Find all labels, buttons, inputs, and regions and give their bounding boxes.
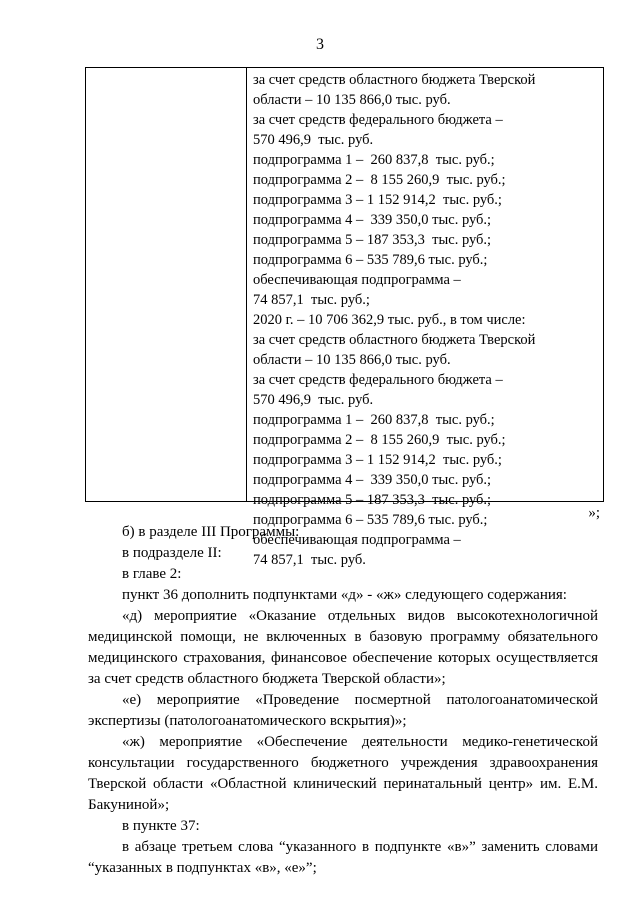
paragraph-replace-words: в абзаце третьем слова “указанного в подпункте «в»” заменить словами “указанных в подпунктах «в», «е»”;	[88, 839, 598, 876]
amendment-text	[88, 522, 598, 879]
paragraph-item-37: в пункте 37:	[122, 818, 200, 834]
table-line: за счет средств областного бюджета Тверской	[253, 332, 536, 348]
table-line: за счет средств федерального бюджета –	[253, 372, 503, 388]
table-line: области – 10 135 866,0 тыс. руб.	[253, 352, 451, 368]
table-line: 74 857,1 тыс. руб.;	[253, 292, 370, 308]
paragraph-chapter-2: в главе 2:	[122, 566, 182, 582]
paragraph-subitem-e: «е) мероприятие «Проведение посмертной патологоанатомической экспертизы (патологоанатомического вскрытия)»;	[88, 692, 598, 729]
paragraph-subitem-d: «д) мероприятие «Оказание отдельных видов высокотехнологичной медицинской помощи, не включенных в базовую программу обязательного медицинского страхования, финансовое обеспечение которых осуществляется за счет средств областного бюджета Тверской области»;	[88, 608, 598, 687]
table-line: 74 857,1 тыс. руб.	[253, 552, 366, 568]
table-line: подпрограмма 2 – 8 155 260,9 тыс. руб.;	[253, 172, 506, 188]
table-line: подпрограмма 5 – 187 353,3 тыс. руб.;	[253, 492, 492, 508]
table-line: за счет средств федерального бюджета –	[253, 112, 503, 128]
table-line: подпрограмма 2 – 8 155 260,9 тыс. руб.;	[253, 432, 506, 448]
table-line: подпрограмма 4 – 339 350,0 тыс. руб.;	[253, 472, 492, 488]
paragraph-item-36: пункт 36 дополнить подпунктами «д» - «ж» следующего содержания:	[122, 587, 567, 603]
table-line: подпрограмма 1 – 260 837,8 тыс. руб.;	[253, 412, 495, 428]
table-line: обеспечивающая подпрограмма –	[253, 272, 461, 288]
table-line: подпрограмма 3 – 1 152 914,2 тыс. руб.;	[253, 452, 502, 468]
table-line: за счет средств областного бюджета Тверской	[253, 72, 536, 88]
table-line: области – 10 135 866,0 тыс. руб.	[253, 92, 451, 108]
paragraph-subsection-2: в подразделе II:	[122, 545, 222, 561]
table-line: подпрограмма 4 – 339 350,0 тыс. руб.;	[253, 212, 492, 228]
table-line: 570 496,9 тыс. руб.	[253, 392, 374, 408]
table-line: подпрограмма 6 – 535 789,6 тыс. руб.;	[253, 512, 488, 528]
paragraph-subitem-zh: «ж) мероприятие «Обеспечение деятельности медико-генетической консультации государственного бюджетного учреждения здравоохранения Тверской области «Областной клинический перинатальный центр» им. Е.М. Бакуниной»;	[88, 734, 598, 813]
page-number: 3	[316, 36, 324, 53]
table-left-cell	[86, 68, 247, 501]
table-line: подпрограмма 1 – 260 837,8 тыс. руб.;	[253, 152, 495, 168]
table-line: подпрограмма 3 – 1 152 914,2 тыс. руб.;	[253, 192, 502, 208]
table-right-cell	[247, 68, 603, 568]
table-line: обеспечивающая подпрограмма –	[253, 532, 461, 548]
table-line: подпрограмма 5 – 187 353,3 тыс. руб.;	[253, 232, 492, 248]
closing-quote: »;	[588, 505, 600, 521]
table-line: 570 496,9 тыс. руб.	[253, 132, 374, 148]
table-line: подпрограмма 6 – 535 789,6 тыс. руб.;	[253, 252, 488, 268]
paragraph-section-3: б) в разделе III Программы:	[122, 524, 300, 540]
table-line: 2020 г. – 10 706 362,9 тыс. руб., в том числе:	[253, 312, 526, 328]
